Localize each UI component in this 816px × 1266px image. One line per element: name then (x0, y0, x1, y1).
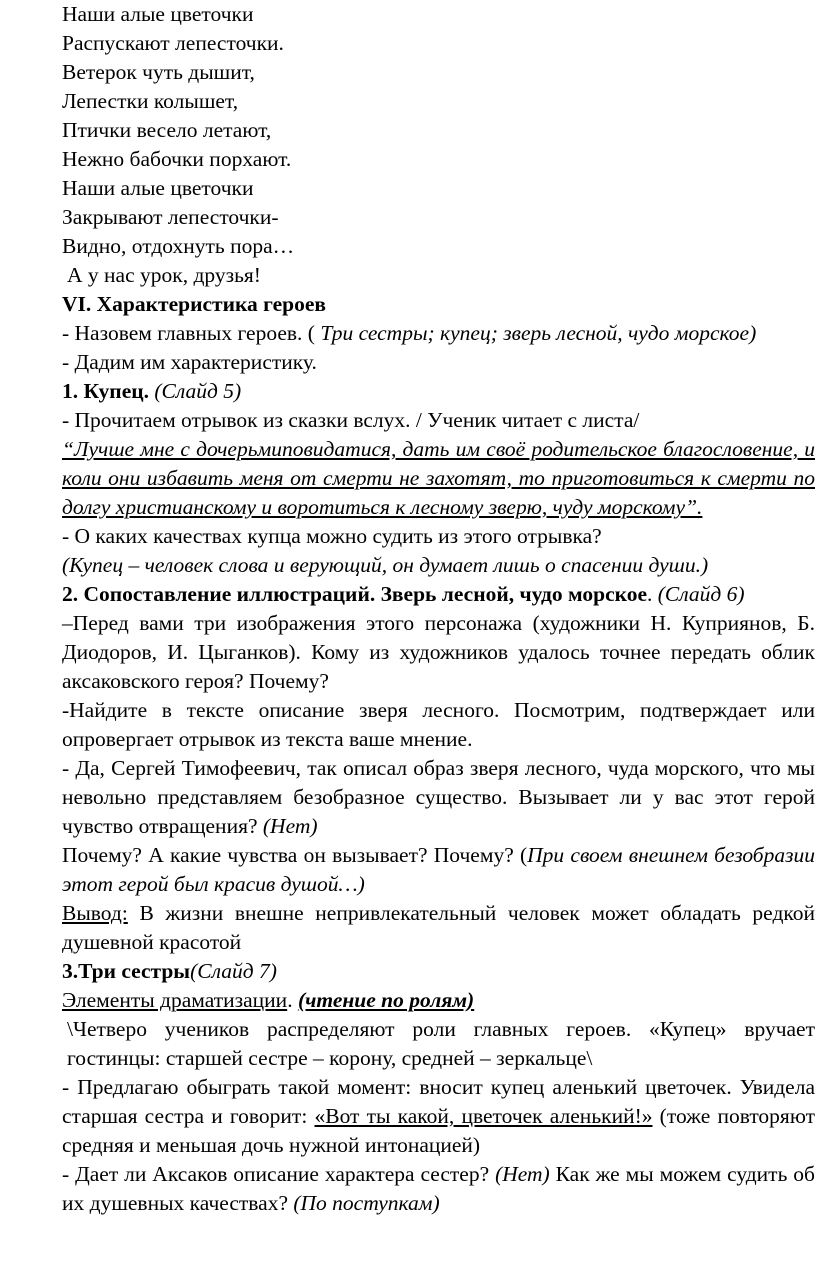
slide-ref: (Слайд 5) (149, 379, 242, 403)
paragraph-text: Как же мы можем судить об их душевных качествах? (62, 1162, 815, 1215)
poem-line: А у нас урок, друзья! (67, 263, 261, 287)
paragraph: - Дадим им характеристику. (62, 350, 317, 374)
paragraph (3, 1160, 815, 1218)
heading-text: 2. Сопоставление иллюстраций. Зверь лесной, чудо морское (62, 582, 648, 606)
paragraph (3, 986, 815, 1015)
paragraph: - Прочитаем отрывок из сказки вслух. / Ученик читает с листа/ (62, 408, 640, 432)
subsection-heading (3, 377, 815, 406)
paragraph-tail: (тоже повторяют средняя и меньшая дочь нужной интонацией) (62, 1104, 815, 1157)
conclusion-label: Вывод: (62, 901, 128, 925)
paragraph (3, 319, 815, 348)
subsection-heading (3, 580, 815, 609)
answer-text: При своем внешнем безобразии этот герой был красив душой…) (62, 843, 816, 896)
paragraph (3, 1073, 815, 1160)
poem-line: Нежно бабочки порхают. (62, 147, 292, 171)
poem-line: Закрывают лепесточки- (62, 205, 279, 229)
heading-text: 1. Купец. (62, 379, 149, 403)
paragraph: - О каких качествах купца можно судить из этого отрывка? (62, 524, 602, 548)
paragraph: –Перед вами три изображения этого персонажа (художники Н. Куприянов, Б. Диодоров, И. Цыганков). Кому из художников удалось точнее передать облик аксаковского героя? Почему? (62, 611, 815, 693)
question-text: - Назовем главных героев. ( (62, 321, 321, 345)
elements-label: Элементы драматизации (62, 988, 288, 1012)
heading-text: 3.Три сестры (62, 959, 191, 983)
slide-ref: (Слайд 6) (652, 582, 745, 606)
paragraph-text: - Предлагаю обыграть такой момент: вносит купец аленький цветочек. Увидела старшая сестра и говорит: (62, 1075, 815, 1128)
conclusion (3, 899, 815, 957)
poem-line: Распускают лепесточки. (62, 31, 284, 55)
elements-dot: . (287, 988, 298, 1012)
paragraph: \Четверо учеников распределяют роли главных героев. «Купец» вручает гостинцы: старшей сестре – корону, средней – зеркальце\ (67, 1017, 815, 1070)
poem-line: Видно, отдохнуть пора… (62, 234, 295, 258)
paragraph (3, 754, 815, 841)
poem (3, 0, 815, 290)
section-heading: VI. Характеристика героев (62, 292, 327, 316)
conclusion-text: В жизни внешне непривлекательный человек может обладать редкой душевной красотой (62, 901, 815, 954)
quote-paragraph: “Лучше мне с дочерьмиповидатися, дать им своё родительское благословение, и коли они избавить меня от смерти не захотят, то приготовиться к смерти по долгу христианскому и воротиться к лесному зверю, чуду морскому”. (62, 437, 815, 519)
poem-line: Наши алые цветочки (62, 2, 254, 26)
slide-ref: (Слайд 7) (190, 959, 277, 983)
answer-text: (Нет) (495, 1162, 550, 1186)
poem-line: Наши алые цветочки (62, 176, 254, 200)
roles-note: (чтение по ролям) (297, 988, 475, 1012)
paragraph-text: - Дает ли Аксаков описание характера сестер? (62, 1162, 496, 1186)
answer-text: (Нет) (262, 814, 318, 838)
poem-line: Ветерок чуть дышит, (62, 60, 255, 84)
paragraph: -Найдите в тексте описание зверя лесного. Посмотрим, подтверждает или опровергает отрывок из текста ваше мнение. (62, 698, 815, 751)
heading-dot: . (647, 582, 653, 606)
paragraph (3, 841, 815, 899)
quote-text: «Вот ты какой, цветочек аленький!» (314, 1104, 653, 1128)
paragraph-text: Почему? А какие чувства он вызывает? Почему? ( (62, 843, 528, 867)
subsection-heading (3, 957, 815, 986)
answer-text: Три сестры; купец; зверь лесной, чудо морское) (320, 321, 757, 345)
answer-paragraph: (Купец – человек слова и верующий, он думает лишь о спасении души.) (62, 553, 709, 577)
poem-line: Лепестки колышет, (62, 89, 239, 113)
paragraph-text: - Да, Сергей Тимофеевич, так описал образ зверя лесного, чуда морского, что мы невольно представляем безобразное существо. Вызывает ли у вас этот герой чувство отвращения? (62, 756, 815, 838)
answer-text: (По поступкам) (293, 1191, 440, 1215)
poem-line: Птички весело летают, (62, 118, 272, 142)
document-page (3, 0, 815, 1218)
